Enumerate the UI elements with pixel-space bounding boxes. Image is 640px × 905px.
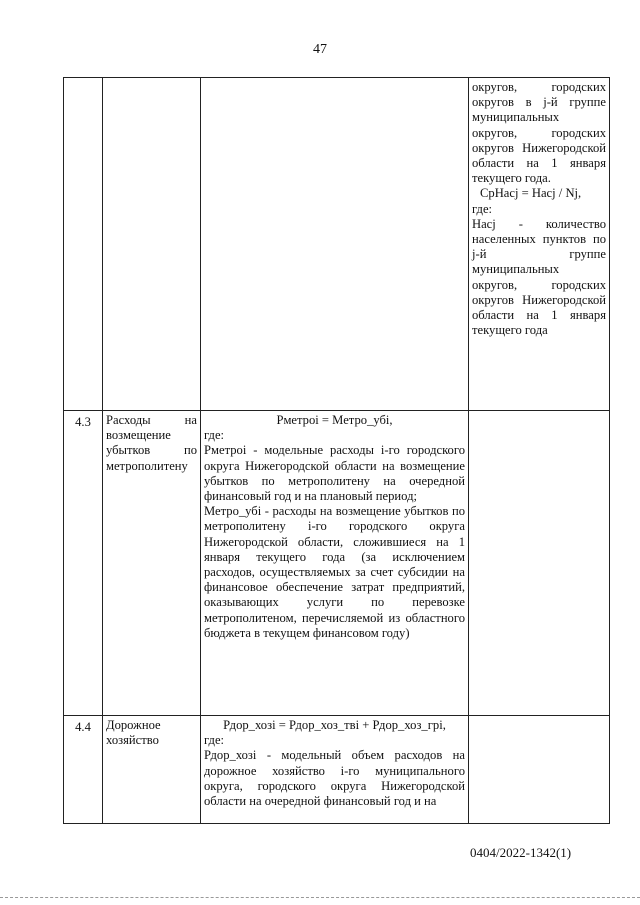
formula-line: где: bbox=[204, 733, 225, 748]
notes-line: где: bbox=[472, 201, 493, 216]
formula-line: Рметроi = Метро_убi, bbox=[276, 413, 393, 427]
page-number: 47 bbox=[313, 42, 327, 57]
row-notes bbox=[469, 411, 610, 716]
table-row bbox=[64, 411, 610, 716]
methodology-table bbox=[63, 77, 610, 824]
row-formula bbox=[201, 78, 469, 411]
formula-line: Метро_убi - расходы на возмещение убытков по метрополитену i-го городского округа Нижегородской области, сложившиеся на 1 января текущего года (за исключением расходов, осуществляемых за счет субсидии на финансовое обеспечение затрат предприятий, оказывающих услуги по перевозке метрополитеном, перечисляемой из областного бюджета в текущем финансовом году) bbox=[204, 504, 465, 640]
row-name: Дорожное хозяйство bbox=[103, 716, 201, 824]
document-code: 0404/2022-1342(1) bbox=[470, 845, 572, 860]
row-name: Расходы на возмещение убытков по метрополитену bbox=[103, 411, 201, 716]
formula-line: Рдор_хозi = Рдор_хоз_твi + Рдор_хоз_грi, bbox=[223, 718, 446, 732]
page-bottom-divider bbox=[0, 897, 640, 898]
table-row bbox=[64, 716, 610, 824]
row-number bbox=[64, 78, 103, 411]
row-formula bbox=[201, 411, 469, 716]
row-number: 4.4 bbox=[64, 716, 103, 824]
row-name bbox=[103, 78, 201, 411]
formula-line: Рдор_хозi - модельный объем расходов на дорожное хозяйство i-го муниципального округа, городского округа Нижегородской области на очередной финансовый год и на bbox=[204, 748, 465, 809]
notes-line: СрНасj = Насj / Nj, bbox=[480, 186, 582, 201]
row-formula bbox=[201, 716, 469, 824]
table-row bbox=[64, 78, 610, 411]
row-number: 4.3 bbox=[64, 411, 103, 716]
formula-line: где: bbox=[204, 428, 225, 443]
row-notes bbox=[469, 78, 610, 411]
notes-line: округов, городских округов в j-й группе муниципальных округов, городских округов Нижегородской области на 1 января текущего года. bbox=[472, 80, 606, 186]
notes-line: Насj - количество населенных пунктов по j-й группе муниципальных округов, городских округов Нижегородской области на 1 января текущего года bbox=[472, 216, 606, 338]
row-notes bbox=[469, 716, 610, 824]
formula-line: Рметроi - модельные расходы i-го городского округа Нижегородской области на возмещение убытков по метрополитену на очередной финансовый год и на плановый период; bbox=[204, 443, 465, 504]
